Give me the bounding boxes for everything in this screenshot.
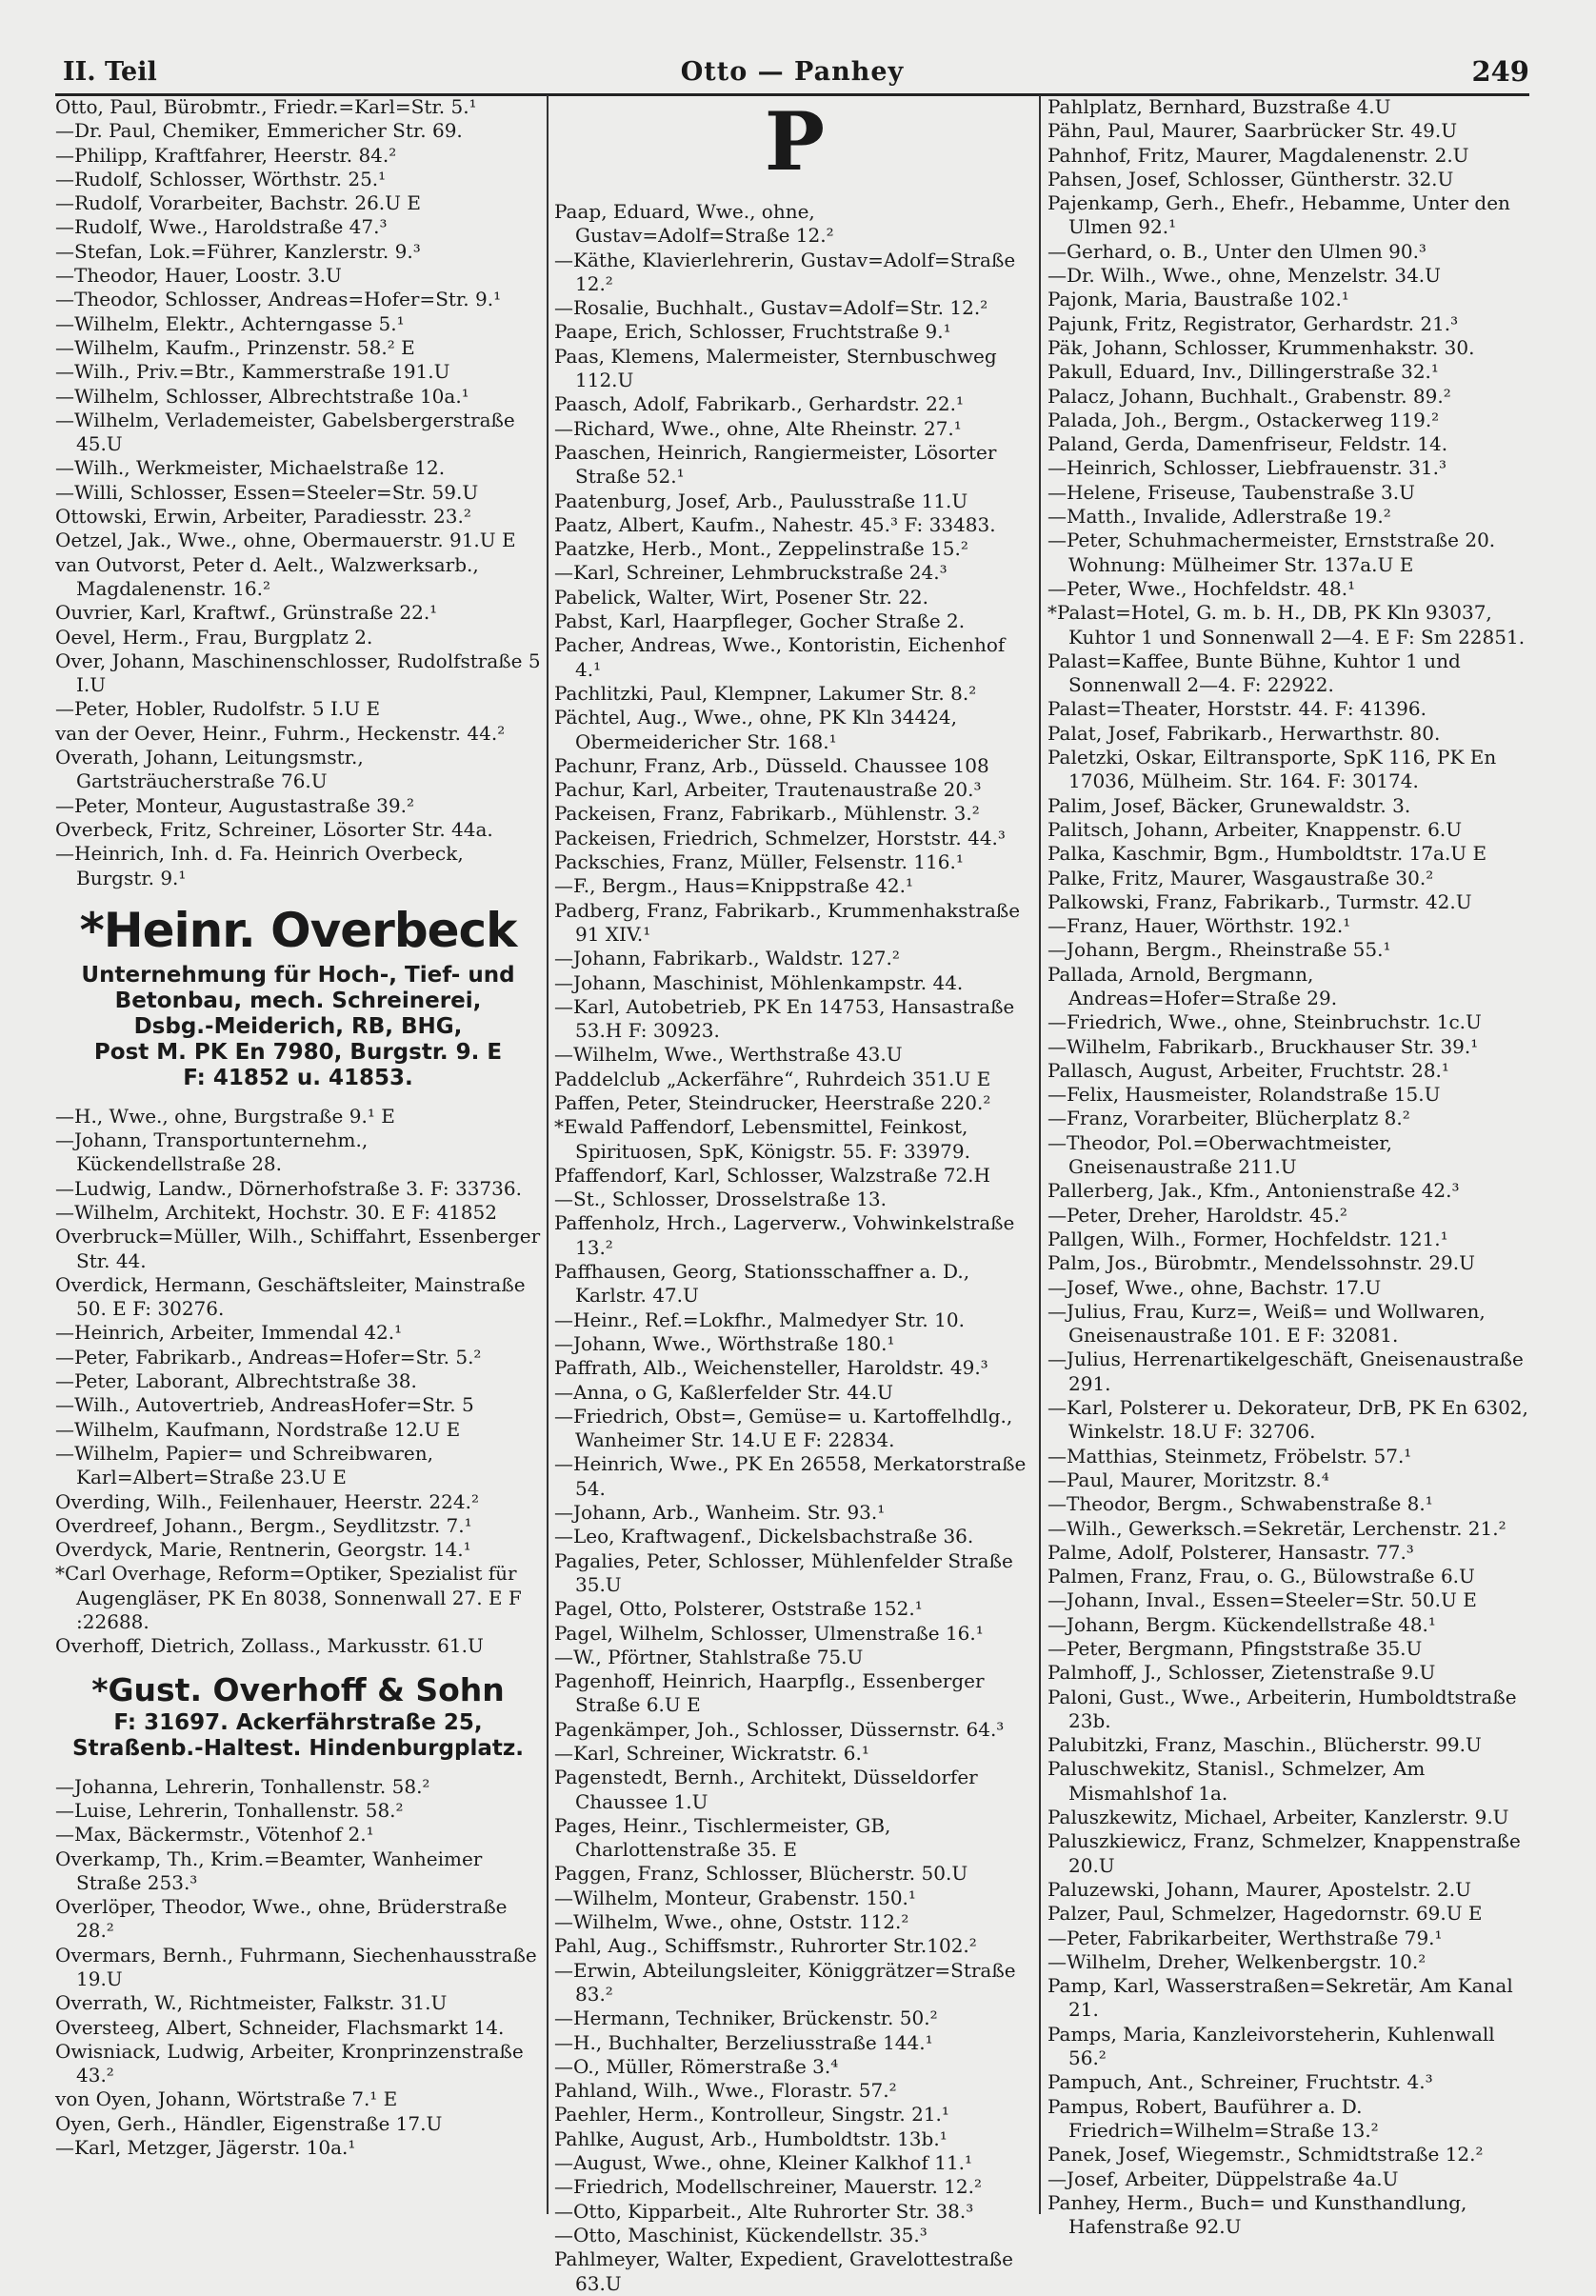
directory-entry: Palm, Jos., Bürobmtr., Mendelssohnstr. 29.U [1047,1251,1475,1275]
directory-entry: Paffhausen, Georg, Stationsschaffner a. D., Karlstr. 47.U [554,1260,970,1308]
directory-entry: Paap, Eduard, Wwe., ohne, Gustav=Adolf=Straße 12.² [554,200,834,248]
directory-entry: —Peter, Wwe., Hochfeldstr. 48.¹ [1047,576,1356,600]
directory-entry: —H., Buchhalter, Berzeliusstraße 144.¹ [554,2030,933,2054]
directory-entry: —Felix, Hausmeister, Rolandstraße 15.U [1047,1083,1441,1107]
directory-entry: Paland, Gerda, Damenfriseur, Feldstr. 14. [1047,432,1448,456]
directory-entry: Overbruck=Müller, Wilh., Schiffahrt, Essenberger Str. 44. [55,1225,541,1272]
directory-entry: —Johann, Transportunternehm., Kückendellstraße 28. [55,1128,369,1176]
directory-entry: —Peter, Monteur, Augustastraße 39.² [55,793,414,817]
entry-list [55,95,541,890]
directory-entry: —Johanna, Lehrerin, Tonhallenstr. 58.² [55,1774,430,1798]
directory-entry: Paape, Erich, Schlosser, Fruchtstraße 9.¹ [554,320,951,344]
directory-entry: —Wilhelm, Elektr., Achterngasse 5.¹ [55,311,405,335]
directory-entry: Padberg, Franz, Fabrikarb., Krummenhakstraße 91 XIV.¹ [554,898,1021,946]
directory-entry: Pagenstedt, Bernh., Architekt, Düsseldorfer Chaussee 1.U [554,1766,978,1813]
directory-entry: —W., Pförtner, Stahlstraße 75.U [554,1645,864,1668]
column-2 [554,94,1035,2295]
ad-line: F: 31697. Ackerfährstraße 25, [113,1709,483,1735]
directory-entry: —Karl, Schreiner, Lehmbruckstraße 24.³ [554,561,948,585]
directory-entry: Packeisen, Friedrich, Schmelzer, Horststr. 44.³ [554,826,1006,849]
directory-entry: —Karl, Metzger, Jägerstr. 10a.¹ [55,2136,356,2160]
entry-list [1047,95,1533,2239]
directory-entry: Pahland, Wilh., Wwe., Florastr. 57.² [554,2079,897,2103]
directory-entry: —Josef, Wwe., ohne, Bachstr. 17.U [1047,1275,1382,1299]
directory-entry: —Wilh., Werkmeister, Michaelstraße 12. [55,456,446,480]
directory-entry: —O., Müller, Römerstraße 3.⁴ [554,2054,839,2078]
directory-entry: Paluschwekitz, Stanisl., Schmelzer, Am Mismahlshof 1a. [1047,1757,1426,1805]
directory-entry: —Theodor, Bergm., Schwabenstraße 8.¹ [1047,1492,1433,1516]
directory-entry: Overding, Wilh., Feilenhauer, Heerstr. 224.² [55,1489,479,1513]
directory-entry: Pächtel, Aug., Wwe., ohne, PK Kln 34424, Obermeidericher Str. 168.¹ [554,706,957,753]
directory-entry: Otto, Paul, Bürobmtr., Friedr.=Karl=Str. 5.¹ [55,95,477,118]
directory-entry: Pallasch, August, Arbeiter, Fruchtstr. 28.¹ [1047,1058,1449,1082]
directory-entry: —Wilhelm, Schlosser, Albrechtstraße 10a.¹ [55,384,469,408]
directory-entry: Paggen, Franz, Schlosser, Blücherstr. 50.U [554,1862,968,1886]
directory-entry: Pachunr, Franz, Arb., Düsseld. Chaussee 108 [554,753,989,777]
directory-entry: —Otto, Maschinist, Kückendellstr. 35.³ [554,2223,928,2246]
directory-entry: —Wilhelm, Verlademeister, Gabelsbergerstraße 45.U [55,408,515,456]
directory-entry: Pahlke, August, Arb., Humboldtstr. 13b.¹ [554,2126,948,2150]
directory-entry: Pachur, Karl, Arbeiter, Trautenaustraße 20.³ [554,778,982,802]
directory-entry: Overbeck, Fritz, Schreiner, Lösorter Str. 44a. [55,817,493,841]
directory-entry: Palmen, Franz, Frau, o. G., Bülowstraße 6.U [1047,1565,1475,1588]
directory-entry: Pamps, Maria, Kanzleivorsteherin, Kuhlenwall 56.² [1047,2022,1495,2070]
directory-entry: Pachlitzki, Paul, Klempner, Lakumer Str. 8.² [554,681,977,705]
directory-entry: —Hermann, Techniker, Brückenstr. 50.² [554,2007,938,2030]
directory-entry: —Rudolf, Wwe., Haroldstraße 47.³ [55,215,388,239]
directory-entry: Palkowski, Franz, Fabrikarb., Turmstr. 42.U [1047,889,1472,913]
entry-list [554,200,1035,2296]
directory-entry: Overlöper, Theodor, Wwe., ohne, Brüderstraße 28.² [55,1895,508,1943]
ad-title: *Gust. Overhoff & Sohn [91,1670,505,1708]
directory-entry: Paletzki, Oskar, Eiltransporte, SpK 116, PK En 17036, Mülheim. Str. 164. F: 30174. [1047,746,1497,793]
directory-entry: Pallerberg, Jak., Kfm., Antonienstraße 42.³ [1047,1179,1460,1203]
directory-entry: Pallada, Arnold, Bergmann, Andreas=Hofer=Straße 29. [1047,962,1338,1009]
directory-entry: Pallgen, Wilh., Former, Hochfeldstr. 121.¹ [1047,1227,1448,1250]
directory-entry: —Julius, Herrenartikelgeschäft, Gneisenaustraße 291. [1047,1348,1524,1395]
directory-entry: Overath, Johann, Leitungsmstr., Gartsträucherstraße 76.U [55,746,364,793]
directory-entry: —Karl, Autobetrieb, PK En 14753, Hansastraße 53.H F: 30923. [554,994,1015,1043]
directory-entry: —Johann, Inval., Essen=Steeler=Str. 50.U E [1047,1588,1477,1612]
directory-entry: van der Oever, Heinr., Fuhrm., Heckenstr. 44.² [55,721,506,745]
directory-entry: —Gerhard, o. B., Unter den Ulmen 90.³ [1047,239,1426,263]
directory-entry: Pahlmeyer, Walter, Expedient, Gravelottestraße 63.U [554,2247,1013,2295]
directory-entry: Pajunk, Fritz, Registrator, Gerhardstr. 21.³ [1047,311,1459,335]
directory-entry: Panek, Josef, Wiegemstr., Schmidtstraße 12.² [1047,2143,1484,2166]
directory-entry: *Carl Overhage, Reform=Optiker, Spezialist für Augengläser, PK En 8038, Sonnenwall 27. E F :22688. [55,1562,522,1634]
directory-entry: —Wilhelm, Kaufm., Prinzenstr. 58.² E [55,335,415,359]
directory-entry: Pakull, Eduard, Inv., Dillingerstraße 32.¹ [1047,360,1439,384]
directory-entry: —Peter, Fabrikarbeiter, Werthstraße 79.¹ [1047,1926,1443,1949]
page-header [55,55,1529,96]
directory-entry: —Peter, Schuhmachermeister, Ernststraße 20. Wohnung: Mülheimer Str. 137a.U E [1047,529,1496,576]
directory-entry: —Matth., Invalide, Adlerstraße 19.² [1047,505,1391,529]
directory-entry: —Franz, Hauer, Wörthstr. 192.¹ [1047,914,1351,938]
directory-entry: Oyen, Gerh., Händler, Eigenstraße 17.U [55,2111,443,2135]
directory-entry: Overdyck, Marie, Rentnerin, Georgstr. 14.¹ [55,1538,471,1562]
directory-entry: —Dr. Wilh., Wwe., ohne, Menzelstr. 34.U [1047,264,1442,288]
directory-entry: Overhoff, Dietrich, Zollass., Markusstr. 61.U [55,1634,484,1658]
directory-entry: Over, Johann, Maschinenschlosser, Rudolfstraße 5 I.U [55,649,541,697]
directory-entry: Pahlplatz, Bernhard, Buzstraße 4.U [1047,95,1391,118]
directory-entry: —Theodor, Schlosser, Andreas=Hofer=Str. 9.¹ [55,288,502,311]
directory-entry: —Josef, Arbeiter, Düppelstraße 4a.U [1047,2166,1399,2190]
directory-entry: Paas, Klemens, Malermeister, Sternbuschweg 112.U [554,344,997,392]
directory-entry: Paehler, Herm., Kontrolleur, Singstr. 21.¹ [554,2103,949,2126]
name-range: Otto — Panhey [680,57,905,87]
directory-entry: Pahsen, Josef, Schlosser, Güntherstr. 32.U [1047,167,1454,190]
directory-entry: Palubitzki, Franz, Maschin., Blücherstr. 99.U [1047,1733,1482,1757]
directory-entry: —Wilhelm, Kaufmann, Nordstraße 12.U E [55,1417,461,1441]
directory-entry: Palka, Kaschmir, Bgm., Humboldtstr. 17a.U E [1047,842,1487,866]
directory-entry: Pabelick, Walter, Wirt, Posener Str. 22. [554,585,928,609]
directory-entry: Pajonk, Maria, Baustraße 102.¹ [1047,288,1349,311]
directory-entry: Pagenkämper, Joh., Schlosser, Düssernstr. 64.³ [554,1717,1005,1741]
directory-entry: Palme, Adolf, Polsterer, Hansastr. 77.³ [1047,1540,1414,1564]
ad-line: Straßenb.-Haltest. Hindenburgplatz. [72,1735,524,1761]
directory-entry: —Johann, Fabrikarb., Waldstr. 127.² [554,947,900,970]
directory-entry: Paasch, Adolf, Fabrikarb., Gerhardstr. 22.¹ [554,392,964,416]
entry-list [55,1105,541,1659]
directory-entry: —Luise, Lehrerin, Tonhallenstr. 58.² [55,1798,404,1822]
section-letter: P [764,94,826,189]
directory-entry: Paffen, Peter, Steindrucker, Heerstraße 220.² [554,1090,991,1114]
directory-entry: Packschies, Franz, Müller, Felsenstr. 116.¹ [554,850,964,874]
directory-entry: Pfaffendorf, Karl, Schlosser, Walzstraße 72.H [554,1163,990,1187]
directory-entry: Oetzel, Jak., Wwe., ohne, Obermauerstr. 91.U E [55,529,516,552]
directory-entry: Ottowski, Erwin, Arbeiter, Paradiesstr. 23.² [55,505,471,529]
directory-entry: Päk, Johann, Schlosser, Krummenhakstr. 30. [1047,335,1475,359]
directory-entry: —Stefan, Lok.=Führer, Kanzlerstr. 9.³ [55,239,421,263]
directory-entry: —Peter, Hobler, Rudolfstr. 5 I.U E [55,697,381,721]
directory-entry: —St., Schlosser, Drosselstraße 13. [554,1188,888,1211]
directory-entry: —Wilh., Gewerksch.=Sekretär, Lerchenstr. 21.² [1047,1516,1506,1540]
directory-entry: Pampuch, Ant., Schreiner, Fruchtstr. 4.³ [1047,2070,1433,2094]
column-divider [547,95,549,2214]
directory-entry: —Johann, Maschinist, Möhlenkampstr. 44. [554,970,964,994]
directory-entry: —Leo, Kraftwagenf., Dickelsbachstraße 36. [554,1525,974,1548]
directory-entry: —Matthias, Steinmetz, Fröbelstr. 57.¹ [1047,1444,1412,1467]
directory-entry: Pahnhof, Fritz, Maurer, Magdalenenstr. 2.U [1047,143,1469,167]
column-divider [1039,95,1041,2214]
directory-entry: Palzer, Paul, Schmelzer, Hagedornstr. 69.U E [1047,1902,1483,1926]
directory-entry: —Peter, Fabrikarb., Andreas=Hofer=Str. 5.² [55,1345,482,1368]
directory-entry: Oversteeg, Albert, Schneider, Flachsmarkt 14. [55,2015,505,2039]
directory-entry: —Käthe, Klavierlehrerin, Gustav=Adolf=Straße 12.² [554,248,1016,295]
advertisement-overhoff [55,1670,541,1762]
directory-entry: —Wilhelm, Architekt, Hochstr. 30. E F: 41852 [55,1200,497,1224]
page-number: 249 [1471,55,1529,88]
directory-entry: —Otto, Kipparbeit., Alte Ruhrorter Str. 38.³ [554,2199,974,2223]
directory-entry: —Erwin, Abteilungsleiter, Königgrätzer=Straße 83.² [554,1958,1016,2006]
directory-entry: Pagel, Wilhelm, Schlosser, Ulmenstraße 16.¹ [554,1621,984,1645]
directory-entry: —Johann, Bergm., Rheinstraße 55.¹ [1047,938,1391,962]
directory-entry: —Rudolf, Vorarbeiter, Bachstr. 26.U E [55,191,421,215]
directory-entry: van Outvorst, Peter d. Aelt., Walzwerksarb., Magdalenenstr. 16.² [55,552,479,600]
directory-entry: —Heinr., Ref.=Lokfhr., Malmedyer Str. 10. [554,1308,965,1331]
directory-entry: Pabst, Karl, Haarpfleger, Gocher Straße 2. [554,609,966,633]
directory-entry: —Karl, Schreiner, Wickratstr. 6.¹ [554,1742,869,1765]
directory-entry: —Max, Bäckermstr., Vötenhof 2.¹ [55,1823,374,1847]
directory-entry: Paatenburg, Josef, Arb., Paulusstraße 11.U [554,489,968,512]
directory-entry: Pagel, Otto, Polsterer, Oststraße 152.¹ [554,1597,923,1621]
directory-entry: —Wilhelm, Papier= und Schreibwaren, Karl=Albert=Straße 23.U E [55,1441,433,1489]
directory-entry: Pagalies, Peter, Schlosser, Mühlenfelder Straße 35.U [554,1548,1013,1596]
directory-entry: Ouvrier, Karl, Kraftwf., Grünstraße 22.¹ [55,601,438,625]
directory-entry: —F., Bergm., Haus=Knippstraße 42.¹ [554,874,914,898]
directory-entry: —Franz, Vorarbeiter, Blücherplatz 8.² [1047,1107,1410,1130]
ad-line: Betonbau, mech. Schreinerei, [114,988,482,1013]
directory-entry: Panhey, Herm., Buch= und Kunsthandlung, Hafenstraße 92.U [1047,2190,1467,2239]
directory-entry: Pampus, Robert, Bauführer a. D. Friedrich=Wilhelm=Straße 13.² [1047,2094,1379,2142]
directory-entry: —Helene, Friseuse, Taubenstraße 3.U [1047,480,1415,504]
directory-entry: Paddelclub „Ackerfähre“, Ruhrdeich 351.U E [554,1067,991,1090]
advertisement-overbeck [55,902,541,1091]
directory-entry: —H., Wwe., ohne, Burgstraße 9.¹ E [55,1104,395,1128]
directory-entry: Paluzewski, Johann, Maurer, Apostelstr. 2.U [1047,1877,1471,1901]
directory-entry: Overmars, Bernh., Fuhrmann, Siechenhausstraße 19.U [55,1943,537,1990]
directory-entry: —Julius, Frau, Kurz=, Weiß= und Wollwaren, Gneisenaustraße 101. E F: 32081. [1047,1299,1486,1348]
directory-entry: Palast=Kaffee, Bunte Bühne, Kuhtor 1 und Sonnenwall 2—4. F: 22922. [1047,649,1461,697]
directory-entry: Overrath, W., Richtmeister, Falkstr. 31.U [55,1991,448,2015]
part-label: II. Teil [63,57,157,87]
directory-entry: —Rudolf, Schlosser, Wörthstr. 25.¹ [55,167,387,190]
directory-entry: —Friedrich, Obst=, Gemüse= u. Kartoffelhdlg., Wanheimer Str. 14.U E F: 22834. [554,1404,1013,1452]
ad-line: Dsbg.-Meiderich, RB, BHG, [133,1013,463,1039]
directory-entry: —Theodor, Hauer, Loostr. 3.U [55,264,342,288]
ad-line: Post M. PK En 7980, Burgstr. 9. E [93,1039,503,1065]
directory-entry: Palitsch, Johann, Arbeiter, Knappenstr. 6.U [1047,817,1463,841]
directory-entry: Paatzke, Herb., Mont., Zeppelinstraße 15.² [554,537,968,561]
ad-line: Unternehmung für Hoch-, Tief- und [81,962,515,988]
directory-entry: *Ewald Paffendorf, Lebensmittel, Feinkost, Spirituosen, SpK, Königstr. 55. F: 33979. [554,1115,970,1163]
directory-entry: —Wilhelm, Dreher, Welkenbergstr. 10.² [1047,1949,1426,1973]
column-1 [55,95,541,2214]
directory-entry: Palada, Joh., Bergm., Ostackerweg 119.² [1047,408,1440,431]
directory-entry: —Friedrich, Wwe., ohne, Steinbruchstr. 1c.U [1047,1010,1482,1034]
ad-line: F: 41852 u. 41853. [183,1065,413,1090]
directory-entry: Paaschen, Heinrich, Rangiermeister, Lösorter Straße 52.¹ [554,440,997,489]
directory-entry: Pähn, Paul, Maurer, Saarbrücker Str. 49.U [1047,119,1458,143]
directory-entry: *Palast=Hotel, G. m. b. H., DB, PK Kln 93037, Kuhtor 1 und Sonnenwall 2—4. E F: Sm 22851. [1047,601,1526,649]
directory-entry: Paffenholz, Hrch., Lagerverw., Vohwinkelstraße 13.² [554,1211,1015,1259]
directory-entry: Palmhoff, J., Schlosser, Zietenstraße 9.U [1047,1661,1436,1685]
directory-entry: —Johann, Arb., Wanheim. Str. 93.¹ [554,1501,886,1525]
directory-entry: Palke, Fritz, Maurer, Wasgaustraße 30.² [1047,866,1434,889]
directory-entry: —Heinrich, Wwe., PK En 26558, Merkatorstraße 54. [554,1452,1027,1500]
directory-entry: —Willi, Schlosser, Essen=Steeler=Str. 59.U [55,480,479,504]
directory-entry: —Ludwig, Landw., Dörnerhofstraße 3. F: 33736. [55,1176,522,1200]
directory-entry: Pagenhoff, Heinrich, Haarpflg., Essenberger Straße 6.U E [554,1669,985,1717]
directory-entry: —Wilhelm, Monteur, Grabenstr. 150.¹ [554,1886,916,1909]
column-3 [1047,95,1533,2239]
ad-title: *Heinr. Overbeck [79,902,517,958]
directory-entry: Pages, Heinr., Tischlermeister, GB, Charlottenstraße 35. E [554,1813,891,1862]
directory-entry: Paatz, Albert, Kaufm., Nahestr. 45.³ F: 33483. [554,512,996,536]
directory-entry: von Oyen, Johann, Wörtstraße 7.¹ E [55,2087,398,2111]
directory-entry: —Wilh., Priv.=Btr., Kammerstraße 191.U [55,360,450,384]
directory-entry: —Theodor, Pol.=Oberwachtmeister, Gneisenaustraße 211.U [1047,1130,1393,1179]
directory-entry: —Friedrich, Modellschreiner, Mauerstr. 12.² [554,2175,982,2199]
directory-entry: —Wilhelm, Fabrikarb., Bruckhauser Str. 39.¹ [1047,1034,1479,1058]
directory-entry: —Heinrich, Schlosser, Liebfrauenstr. 31.³ [1047,456,1446,480]
directory-entry: —Richard, Wwe., ohne, Alte Rheinstr. 27.¹ [554,416,962,440]
directory-entry: —Peter, Bergmann, Pfingststraße 35.U [1047,1637,1423,1660]
directory-entry: —Wilhelm, Wwe., Werthstraße 43.U [554,1043,903,1067]
directory-entry: —Anna, o G, Kaßlerfelder Str. 44.U [554,1380,893,1404]
directory-entry: —Karl, Polsterer u. Dekorateur, DrB, PK En 6302, Winkelstr. 18.U F: 32706. [1047,1396,1528,1444]
directory-entry: —Philipp, Kraftfahrer, Heerstr. 84.² [55,143,397,167]
directory-entry: Palat, Josef, Fabrikarb., Herwarthstr. 80. [1047,721,1441,745]
directory-entry: —August, Wwe., ohne, Kleiner Kalkhof 11.¹ [554,2151,973,2175]
directory-entry: Paluszkiewicz, Franz, Schmelzer, Knappenstraße 20.U [1047,1829,1521,1877]
directory-entry: —Rosalie, Buchhalt., Gustav=Adolf=Str. 12.² [554,296,988,320]
directory-entry: —Peter, Laborant, Albrechtstraße 38. [55,1369,417,1393]
directory-entry: Palast=Theater, Horststr. 44. F: 41396. [1047,697,1426,721]
directory-entry: Overdick, Hermann, Geschäftsleiter, Mainstraße 50. E F: 30276. [55,1272,526,1321]
directory-entry: —Paul, Maurer, Moritzstr. 8.⁴ [1047,1467,1329,1491]
directory-entry: Packeisen, Franz, Fabrikarb., Mühlenstr. 3.² [554,802,980,826]
directory-entry: Overkamp, Th., Krim.=Beamter, Wanheimer Straße 253.³ [55,1847,483,1894]
directory-entry: Pahl, Aug., Schiffsmstr., Ruhrorter Str.102.² [554,1934,977,1958]
directory-entry: Owisniack, Ludwig, Arbeiter, Kronprinzenstraße 43.² [55,2039,524,2087]
directory-entry: Paffrath, Alb., Weichensteller, Haroldstr. 49.³ [554,1356,988,1380]
directory-entry: Oevel, Herm., Frau, Burgplatz 2. [55,625,373,649]
directory-entry: Overdreef, Johann., Bergm., Seydlitzstr. 7.¹ [55,1513,472,1537]
directory-entry: —Dr. Paul, Chemiker, Emmericher Str. 69. [55,119,463,143]
directory-entry: —Heinrich, Inh. d. Fa. Heinrich Overbeck, Burgstr. 9.¹ [55,842,464,889]
directory-entry: Pamp, Karl, Wasserstraßen=Sekretär, Am Kanal 21. [1047,1974,1513,2022]
directory-entry: —Johann, Wwe., Wörthstraße 180.¹ [554,1331,895,1355]
directory-entry: —Heinrich, Arbeiter, Immendal 42.¹ [55,1321,403,1345]
directory-entry: —Johann, Bergm. Kückendellstraße 48.¹ [1047,1612,1436,1636]
directory-entry: —Peter, Dreher, Haroldstr. 45.² [1047,1203,1347,1227]
directory-entry: Paluszkewitz, Michael, Arbeiter, Kanzlerstr. 9.U [1047,1806,1509,1829]
directory-entry: Pajenkamp, Gerh., Ehefr., Hebamme, Unter den Ulmen 92.¹ [1047,191,1510,239]
directory-entry: —Wilhelm, Wwe., ohne, Oststr. 112.² [554,1910,909,1934]
entry-list [55,1775,541,2161]
directory-entry: Palacz, Johann, Buchhalt., Grabenstr. 89.² [1047,384,1451,408]
directory-entry: Palim, Josef, Bäcker, Grunewaldstr. 3. [1047,793,1411,817]
directory-entry: —Wilh., Autovertrieb, AndreasHofer=Str. 5 [55,1393,474,1417]
directory-entry: Paloni, Gust., Wwe., Arbeiterin, Humboldtstraße 23b. [1047,1685,1517,1732]
directory-entry: Pacher, Andreas, Wwe., Kontoristin, Eichenhof 4.¹ [554,633,1006,681]
